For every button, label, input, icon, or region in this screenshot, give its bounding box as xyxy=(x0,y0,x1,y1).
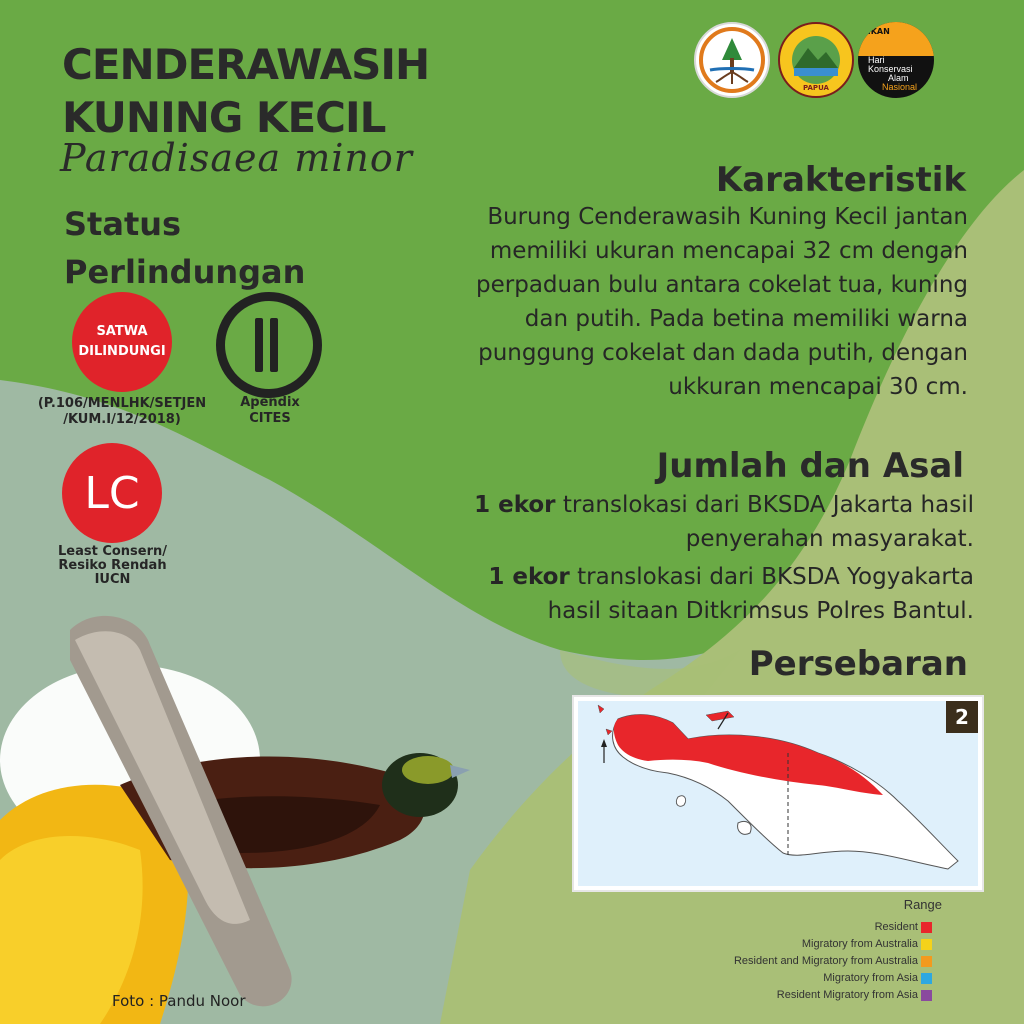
karakteristik-line: memiliki ukuran mencapai 32 cm dengan xyxy=(489,238,968,264)
hkan-logo xyxy=(858,22,934,98)
entry-1-count: 1 ekor xyxy=(474,492,556,518)
legend-item xyxy=(734,953,932,970)
karakteristik-line: punggung cokelat dan dada putih, dengan xyxy=(478,340,968,366)
cites-label xyxy=(222,395,318,427)
status-heading-line-2: Perlindungan xyxy=(64,253,306,291)
bird-photo xyxy=(0,600,480,1024)
status-heading xyxy=(64,200,305,296)
karakteristik-line: ukkuran mencapai 30 cm. xyxy=(668,374,968,400)
legend-label: Migratory from Australia xyxy=(801,938,918,950)
map-number-badge: 2 xyxy=(946,701,978,733)
regulation-label xyxy=(32,396,212,428)
jumlah-entry-2 xyxy=(474,560,974,594)
cites-label-line-2: CITES xyxy=(249,411,291,426)
title-line-2: KUNING KECIL xyxy=(62,93,386,142)
cites-appendix-icon xyxy=(216,292,322,398)
legend-swatch xyxy=(921,956,932,967)
karakteristik-text xyxy=(476,200,968,404)
jumlah-text xyxy=(474,488,974,628)
map-legend xyxy=(733,896,942,1004)
hkan-line-3: Alam xyxy=(888,73,909,83)
iucn-label-line-2: Resiko Rendah xyxy=(58,558,167,573)
status-heading-line-1: Status xyxy=(64,205,182,243)
karakteristik-heading: Karakteristik xyxy=(715,160,966,200)
photo-credit: Foto : Pandu Noor xyxy=(112,992,246,1010)
klhk-logo xyxy=(694,22,770,98)
logo-papua-text: PAPUA xyxy=(803,84,829,92)
protected-badge-line-1: SATWA xyxy=(96,324,148,339)
legend-label: Resident xyxy=(874,921,918,933)
cites-label-line-1: Apendix xyxy=(240,395,300,410)
iucn-label-line-3: IUCN xyxy=(94,572,131,587)
entry-2-count: 1 ekor xyxy=(488,564,570,590)
hkan-line-4: Nasional xyxy=(882,82,918,92)
hkan-line-1: Hari xyxy=(868,55,885,65)
title-line-1: CENDERAWASIH xyxy=(62,40,430,89)
legend-label: Resident Migratory from Asia xyxy=(776,989,918,1001)
new-guinea-map xyxy=(578,701,978,886)
legend-swatch xyxy=(921,922,932,933)
mountain-lake-icon xyxy=(780,24,852,96)
scientific-name: Paradisaea minor xyxy=(60,136,413,180)
legend-item xyxy=(734,936,932,953)
legend-swatch xyxy=(921,990,932,1001)
legend-label: Migratory from Asia xyxy=(823,972,918,984)
legend-item xyxy=(734,919,932,936)
iucn-label-line-1: Least Consern/ xyxy=(57,544,168,559)
hkan-line-2: Konservasi xyxy=(868,64,913,74)
legend-item xyxy=(734,970,932,987)
entry-1-text: translokasi dari BKSDA Jakarta hasil xyxy=(555,492,974,518)
legend-item xyxy=(734,987,932,1004)
iucn-lc-badge: LC xyxy=(62,443,162,543)
iucn-label xyxy=(40,545,185,587)
protected-badge-line-2: DILINDUNGI xyxy=(78,344,166,359)
legend-title: Range xyxy=(903,897,942,912)
karakteristik-line: dan putih. Pada betina memiliki warna xyxy=(524,306,968,332)
karakteristik-line: perpaduan bulu antara cokelat tua, kuning xyxy=(476,272,968,298)
hkan-top-text: HKAN xyxy=(864,27,890,36)
jumlah-entry-1-line-2: penyerahan masyarakat. xyxy=(685,526,974,552)
entry-2-text: translokasi dari BKSDA Yogyakarta xyxy=(569,564,974,590)
legend-swatch xyxy=(921,973,932,984)
protected-badge xyxy=(72,292,172,392)
persebaran-heading: Persebaran xyxy=(748,644,968,684)
karakteristik-line: Burung Cenderawasih Kuning Kecil jantan xyxy=(487,204,968,230)
jumlah-heading: Jumlah dan Asal xyxy=(656,446,964,486)
legend-label: Resident and Migratory from Australia xyxy=(733,955,918,967)
regulation-line-1: (P.106/MENLHK/SETJEN xyxy=(37,396,207,411)
legend-swatch xyxy=(921,939,932,950)
tree-roots-icon xyxy=(696,24,768,96)
bbksda-papua-logo xyxy=(778,22,854,98)
page-title xyxy=(62,38,429,144)
distribution-map xyxy=(572,695,984,892)
jumlah-entry-1 xyxy=(474,488,974,522)
jumlah-entry-2-line-2: hasil sitaan Ditkrimsus Polres Bantul. xyxy=(547,598,974,624)
regulation-line-2: /KUM.I/12/2018) xyxy=(63,412,181,427)
